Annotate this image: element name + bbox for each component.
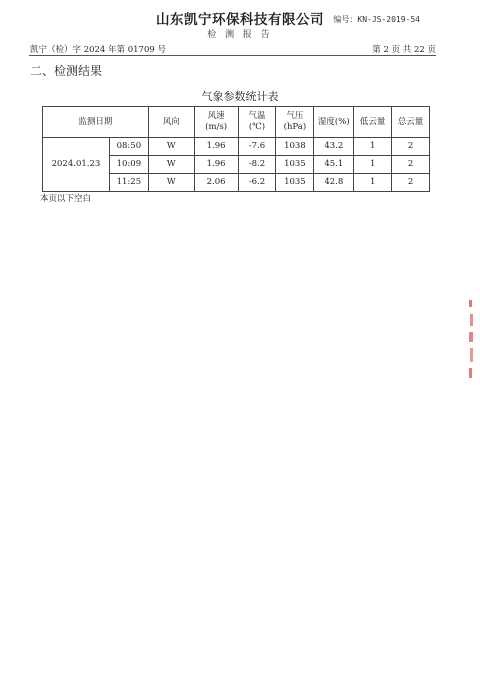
temperature-cell: -8.2 — [238, 156, 276, 174]
low-cloud-cell: 1 — [354, 156, 392, 174]
document-code: 编号：KN-JS-2019-54 — [333, 15, 420, 24]
blank-note: 本页以下空白 — [40, 194, 92, 204]
total-cloud-cell: 2 — [392, 174, 430, 192]
table-row — [43, 138, 430, 156]
weather-table — [42, 106, 430, 192]
temperature-unit: (℃) — [248, 122, 266, 132]
report-number: 凯宁（检）字 2024 年第 01709 号 — [30, 45, 166, 55]
page-info: 第 2 页 共 22 页 — [372, 45, 436, 55]
temperature-cell: -7.6 — [238, 138, 276, 156]
wind-direction-cell: W — [148, 138, 194, 156]
col-header-wind-speed — [194, 107, 238, 138]
temperature-label: 气温 — [248, 111, 266, 121]
company-name: 山东凯宁环保科技有限公司 — [156, 12, 324, 28]
report-header-line — [30, 43, 436, 55]
pressure-unit: (hPa) — [283, 122, 307, 132]
humidity-cell: 43.2 — [314, 138, 354, 156]
humidity-cell: 45.1 — [314, 156, 354, 174]
pressure-cell: 1035 — [276, 156, 314, 174]
temperature-cell: -6.2 — [238, 174, 276, 192]
pressure-cell: 1038 — [276, 138, 314, 156]
col-header-wind-direction: 风向 — [148, 107, 194, 138]
low-cloud-cell: 1 — [354, 174, 392, 192]
col-header-total-cloud: 总云量 — [392, 107, 430, 138]
wind-speed-cell: 2.06 — [194, 174, 238, 192]
total-cloud-cell: 2 — [392, 156, 430, 174]
wind-speed-unit: (m/s) — [205, 122, 228, 132]
wind-speed-cell: 1.96 — [194, 138, 238, 156]
pressure-cell: 1035 — [276, 174, 314, 192]
col-header-temperature — [238, 107, 276, 138]
report-title: 检 测 报 告 — [207, 30, 273, 40]
table-title: 气象参数统计表 — [201, 90, 279, 103]
wind-speed-cell: 1.96 — [194, 156, 238, 174]
monitoring-date: 2024.01.23 — [43, 138, 110, 192]
header-rule — [29, 55, 436, 56]
col-header-pressure — [276, 107, 314, 138]
total-cloud-cell: 2 — [392, 138, 430, 156]
humidity-cell: 42.8 — [314, 174, 354, 192]
time-cell: 08:50 — [109, 138, 148, 156]
col-header-humidity: 湿度(%) — [314, 107, 354, 138]
section-heading: 二、检测结果 — [30, 64, 103, 78]
col-header-low-cloud: 低云量 — [354, 107, 392, 138]
time-cell: 11:25 — [109, 174, 148, 192]
pressure-label: 气压 — [286, 111, 304, 121]
wind-direction-cell: W — [148, 174, 194, 192]
table-header-row — [43, 107, 430, 138]
wind-speed-label: 风速 — [207, 111, 225, 121]
low-cloud-cell: 1 — [354, 138, 392, 156]
col-header-date: 监测日期 — [43, 107, 149, 138]
time-cell: 10:09 — [109, 156, 148, 174]
wind-direction-cell: W — [148, 156, 194, 174]
seal-stamp-fragment — [466, 300, 476, 380]
